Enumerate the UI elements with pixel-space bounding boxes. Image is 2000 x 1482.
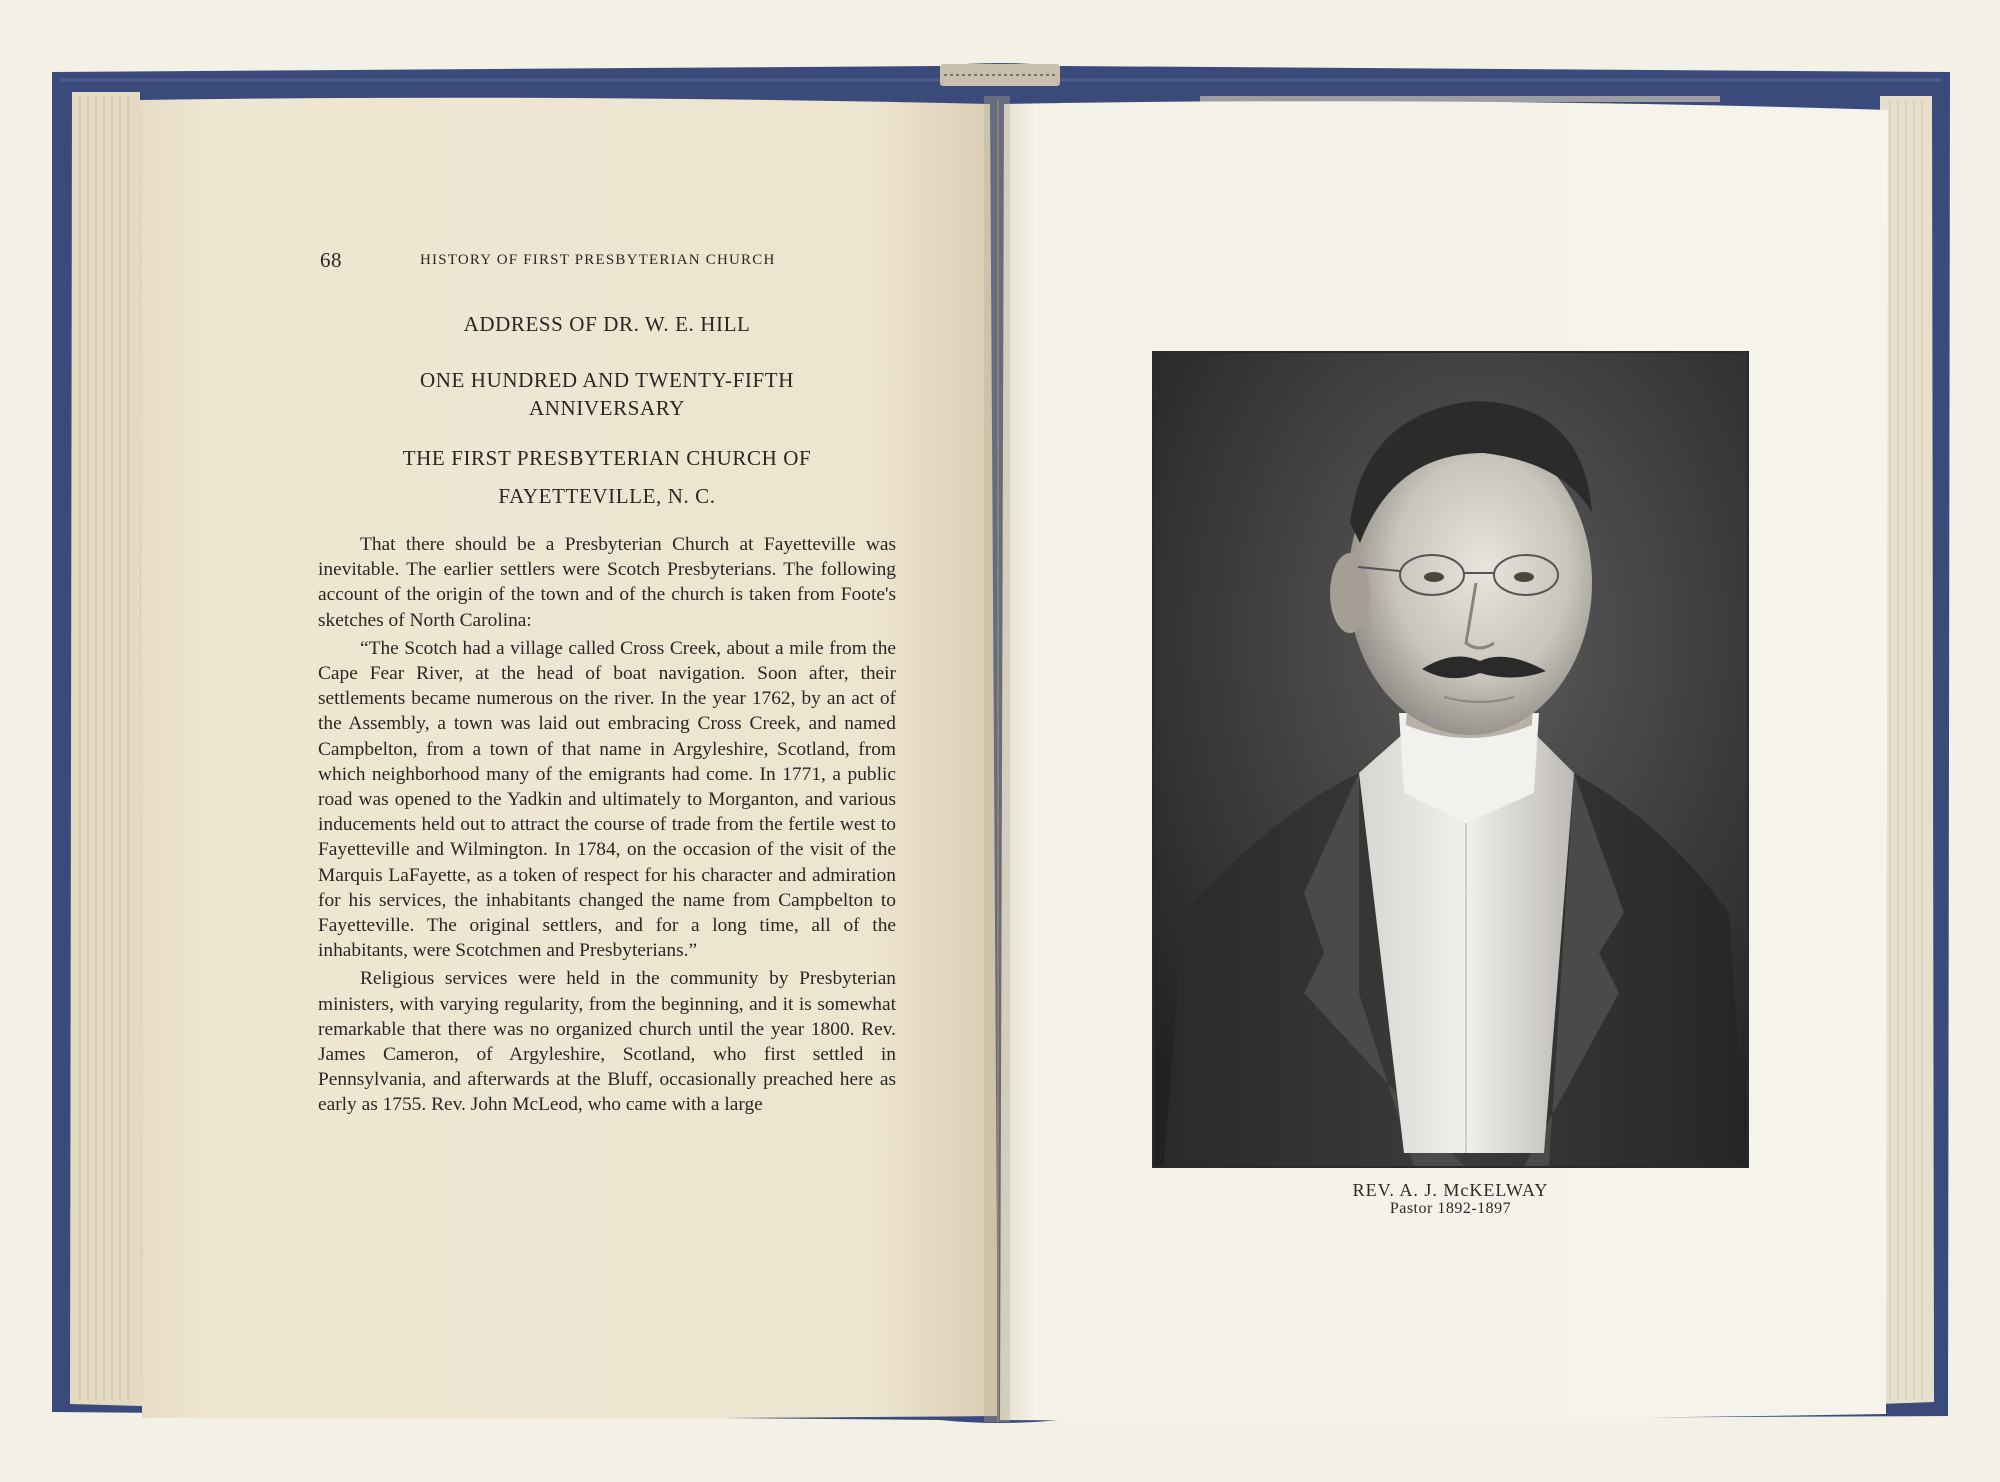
right-page-edges — [1880, 96, 1934, 1404]
address-heading — [318, 310, 896, 338]
running-head — [318, 248, 896, 278]
body-text — [318, 532, 896, 1121]
church-heading — [318, 444, 896, 510]
caption-name: REV. A. J. McKELWAY — [1352, 1180, 1549, 1200]
portrait-caption — [1152, 1180, 1749, 1218]
anniversary-heading-line1: ONE HUNDRED AND TWENTY-FIFTH — [420, 368, 794, 392]
paragraph: Religious services were held in the community by Presbyterian ministers, with varying regularity, from the beginning, and it is somewhat remarkable that there was no organized church until the year 1800. Rev. James Cameron, of Argyleshire, Scotland, who first settled in Pennsylvania, and afterwards at the Bluff, occasionally preached here as early as 1755. Rev. John McLeod, who came with a large — [318, 968, 896, 1116]
church-heading-line1: THE FIRST PRESBYTERIAN CHURCH OF — [402, 446, 812, 470]
paragraph: “The Scotch had a village called Cross Creek, about a mile from the Cape Fear River, at the head of boat navigation. Soon after, their settlements became numerous on the river. In the year 1762, by an act of the Assembly, a town was laid out embracing Cross Creek, and named Campbelton, from a town of that name in Argyleshire, Scotland, from which neighborhood many of the emigrants had come. In 1771, a public road was opened to the Yadkin and ultimately to Morganton, and various inducements held out to attract the course of trade from the fertile west to Fayetteville and Wilmington. In 1784, on the occasion of the visit of the Marquis LaFayette, as a token of respect for his character and admiration for his services, the inhabitants changed the name from Campbelton to Fayetteville. The original settlers, and for a long time, all of the inhabitants, were Scotchmen and Presbyterians.” — [318, 637, 896, 962]
paragraph: That there should be a Presbyterian Church at Fayetteville was inevitable. The earlier settlers were Scotch Presbyterians. The following account of the origin of the town and of the church is taken from Foote's sketches of North Carolina: — [318, 534, 896, 631]
address-heading-text: ADDRESS OF DR. W. E. HILL — [463, 312, 751, 336]
church-heading-line2: FAYETTEVILLE, N. C. — [498, 484, 716, 508]
portrait-photo — [1152, 351, 1749, 1168]
left-page-edges — [70, 92, 142, 1406]
anniversary-heading — [318, 366, 896, 422]
portrait-figure — [1154, 353, 1747, 1166]
caption-subtitle: Pastor 1892-1897 — [1389, 1200, 1512, 1217]
running-title: HISTORY OF FIRST PRESBYTERIAN CHURCH — [420, 252, 776, 268]
page-number: 68 — [320, 248, 342, 272]
anniversary-heading-line2: ANNIVERSARY — [529, 396, 685, 420]
